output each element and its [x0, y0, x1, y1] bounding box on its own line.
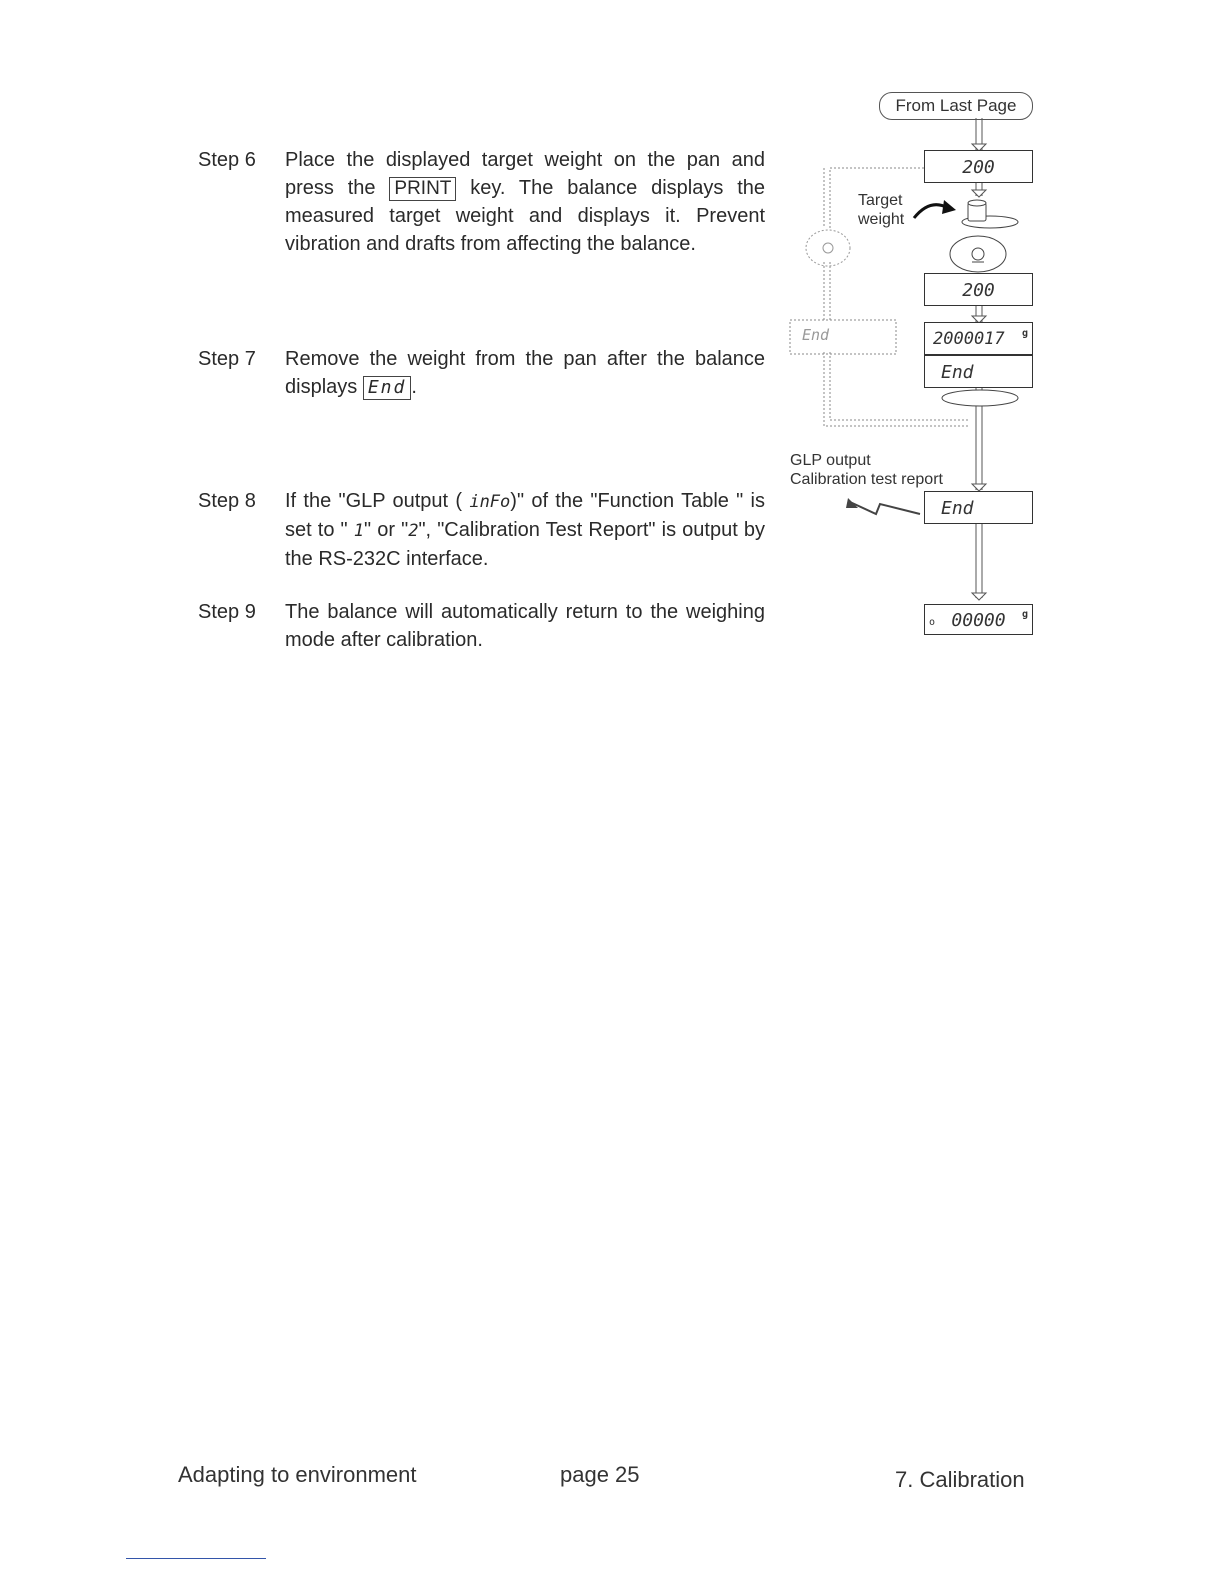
display-zero: o 00000 g — [924, 604, 1033, 635]
footer-rule — [126, 1558, 266, 1559]
step-number: Step 7 — [198, 348, 256, 370]
info-segment: inFo — [469, 492, 511, 512]
display-end-output: End — [924, 491, 1033, 524]
step-text: The balance will automatically return to the weighing mode after calibration. — [285, 601, 765, 651]
display-end: End — [924, 355, 1033, 388]
rs232-output-icon — [850, 502, 920, 514]
display-result: 2000017 g — [924, 322, 1033, 355]
from-last-page-label: From Last Page — [879, 92, 1033, 120]
end-display-inline: End — [363, 376, 412, 400]
step-text: If the "GLP output ( inFo)" of the "Function Table " is set to " 1" or "2", "Calibration Test Report" is output by the RS-232C interface. — [285, 490, 765, 570]
flow-connectors — [0, 0, 1224, 700]
display-end-dotted: End — [802, 326, 830, 344]
pan-key-icon — [950, 236, 1006, 272]
display-200-second: 200 — [924, 273, 1033, 306]
footer-left: Adapting to environment — [178, 1462, 417, 1487]
footer-right: 7. Calibration — [895, 1467, 1025, 1492]
pan-button-dotted-icon — [806, 230, 850, 266]
step-text: Remove the weight from the pan after the balance displays End . — [285, 348, 765, 398]
step-number: Step 8 — [198, 490, 256, 512]
weight-on-pan-icon — [962, 200, 1018, 228]
empty-pan-icon — [942, 390, 1018, 406]
display-200-top: 200 — [924, 150, 1033, 183]
step-number: Step 6 — [198, 149, 256, 171]
glp-output-label: GLP output — [790, 452, 871, 469]
value-2-segment: 2 — [408, 521, 419, 541]
print-key: PRINT — [389, 177, 456, 201]
step-number: Step 9 — [198, 601, 256, 623]
footer-page-number: page 25 — [560, 1462, 640, 1487]
step-text: Place the displayed target weight on the pan and press the PRINT key. The balance displays the measured target weight and displays it. Prevent vibration and drafts from affecting the balance. — [285, 149, 765, 255]
target-weight-label: Target weight — [858, 192, 905, 228]
value-1-segment: 1 — [353, 521, 364, 541]
calibration-test-report-label: Calibration test report — [790, 471, 943, 488]
